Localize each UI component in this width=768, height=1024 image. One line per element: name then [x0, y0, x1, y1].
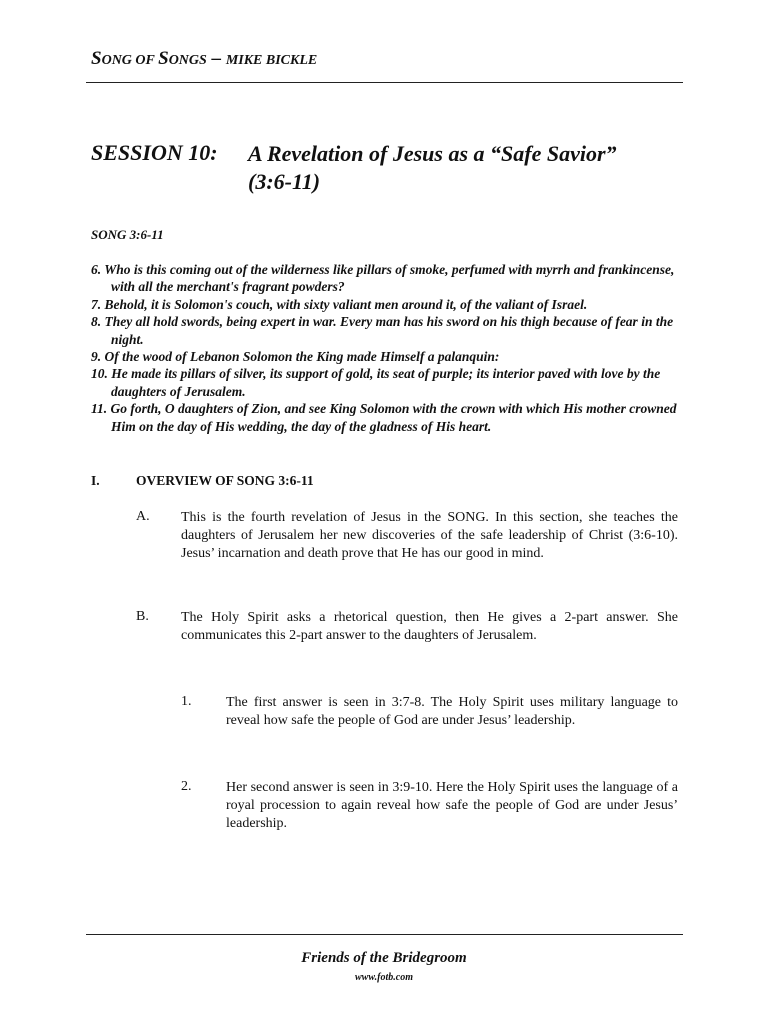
point-b-text: The Holy Spirit asks a rhetorical question, then He gives a 2-part answer. She communicates this 2-part answer to the daughters of Jerusalem. [181, 610, 678, 643]
verse-7: 7. Behold, it is Solomon's couch, with sixty valiant men around it, of the valiant of Israel. [91, 296, 588, 312]
point-a-label: A. [136, 509, 150, 524]
point-b-label: B. [136, 609, 149, 624]
footer-organization: Friends of the Bridegroom [301, 950, 467, 966]
verse-8: 8. They all hold swords, being expert in war. Every man has his sword on his thigh because of fear in the night. [91, 314, 674, 347]
subpoint-2-label: 2. [181, 779, 192, 794]
verse-11: 11. Go forth, O daughters of Zion, and see King Solomon with the crown with which His mother crowned Him on the day of His wedding, the day of the gladness of His heart. [91, 401, 677, 434]
footer-rule [86, 934, 683, 935]
section-heading: OVERVIEW OF SONG 3:6-11 [136, 473, 314, 488]
verse-9: 9. Of the wood of Lebanon Solomon the King made Himself a palanquin: [91, 349, 500, 365]
subpoint-1-label: 1. [181, 694, 192, 709]
header-dash: – [206, 48, 226, 69]
verse-6: 6. Who is this coming out of the wilderness like pillars of smoke, perfumed with myrrh and frankincense, with all the merchant's fragrant powders? [91, 262, 675, 295]
verse-10: 10. He made its pillars of silver, its support of gold, its seat of purple; its interior paved with love by the daughters of Jerusalem. [91, 366, 661, 399]
point-a-text: This is the fourth revelation of Jesus in the SONG. In this section, she teaches the daughters of Jerusalem her new discoveries of the safe leadership of Christ (3:6-10). Jesus’ incarnation and death prove that He has our good in mind. [181, 510, 678, 561]
header-author: MIKE BICKLE [225, 53, 318, 68]
session-title [248, 140, 617, 196]
footer-url: www.fotb.com [355, 972, 413, 983]
scripture-reference: SONG 3:6-11 [91, 227, 164, 242]
section-number: I. [91, 473, 100, 488]
session-label: SESSION 10: [91, 140, 218, 165]
subpoint-2-text: Her second answer is seen in 3:9-10. Here the Holy Spirit uses the language of a royal procession to again reveal how safe the people of God are under Jesus’ leadership. [226, 780, 678, 831]
verse-list [91, 261, 681, 435]
running-header [91, 48, 317, 70]
session-title-line1: A Revelation of Jesus as a “Safe Savior” [248, 141, 617, 166]
session-title-line2: (3:6-11) [248, 169, 321, 194]
header-rule [86, 82, 683, 83]
header-title: SONG OF SONGS [91, 48, 207, 69]
subpoint-1-text: The first answer is seen in 3:7-8. The Holy Spirit uses military language to reveal how safe the people of God are under Jesus’ leadership. [226, 695, 678, 728]
